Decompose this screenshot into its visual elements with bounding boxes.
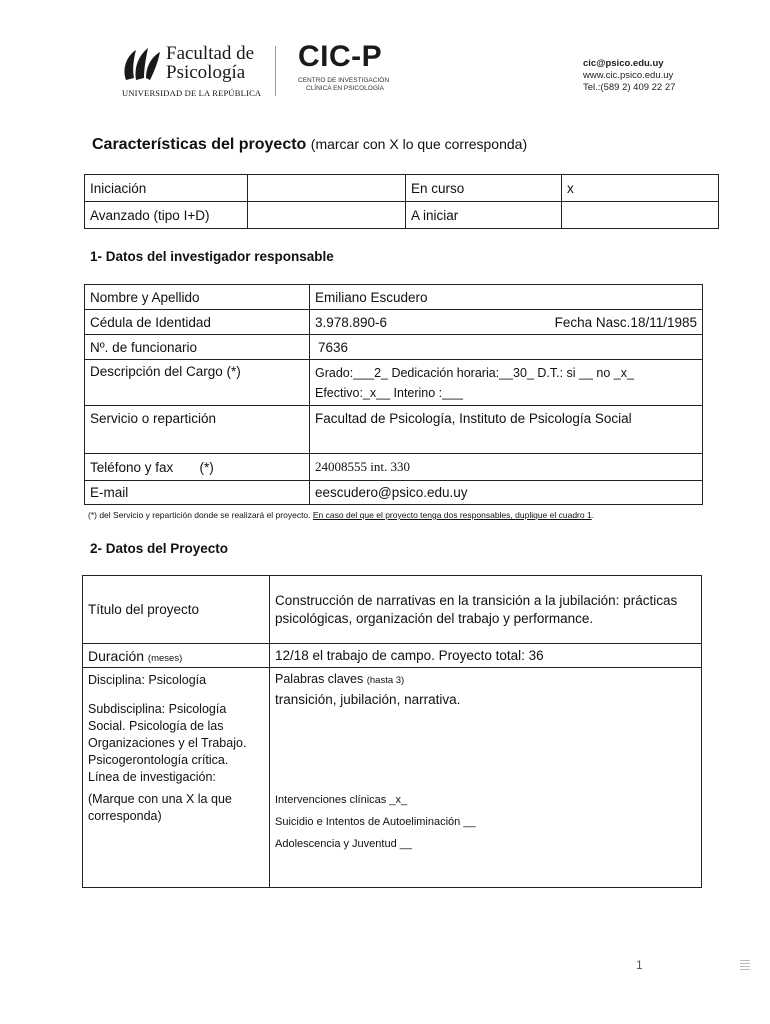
duracion-label-cell [83, 644, 270, 668]
duracion-value[interactable]: 12/18 el trabajo de campo. Proyecto total: 36 [270, 644, 702, 668]
contact-web[interactable]: www.cic.psico.edu.uy [583, 70, 674, 81]
linea-option[interactable]: Suicidio e Intentos de Autoeliminación __ [275, 816, 476, 828]
facultad-logo [120, 44, 270, 100]
titulo-value[interactable]: Construcción de narrativas en la transición a la jubilación: prácticas psicológicas, organización del trabajo y performance. [270, 576, 702, 644]
contact-phone: Tel.:(589 2) 409 22 27 [583, 82, 676, 93]
linea-label: Línea de investigación: [88, 770, 216, 784]
linea-option[interactable]: Adolescencia y Juventud __ [275, 838, 412, 850]
footnote-text: (*) del Servicio y repartición donde se realizará el proyecto. [88, 510, 313, 520]
telefono-value[interactable]: 24008555 int. 330 [310, 454, 703, 481]
cargo-line2[interactable]: Efectivo:_x__ Interino :___ [315, 386, 464, 400]
cicp-sub-line2: CLÍNICA EN PSICOLOGÍA [306, 85, 385, 92]
ci-cell [310, 310, 703, 335]
email-value[interactable]: eescudero@psico.edu.uy [310, 481, 703, 505]
funcionario-value[interactable]: 7636 [310, 335, 703, 360]
project-heading: 2- Datos del Proyecto [90, 541, 229, 556]
linea-option[interactable]: Intervenciones clínicas _x_ [275, 794, 408, 806]
char-label: Avanzado (tipo I+D) [85, 202, 248, 229]
university-name: UNIVERSIDAD DE LA REPÚBLICA [122, 88, 262, 98]
char-mark-cell[interactable] [248, 202, 406, 229]
duracion-label: Duración [88, 647, 145, 664]
footnote [88, 510, 594, 520]
palabras-hint: (hasta 3) [366, 675, 405, 686]
field-label: Descripción del Cargo (*) [85, 360, 310, 406]
characteristics-title: Características del proyecto [92, 136, 307, 153]
cicp-subtitle [298, 77, 389, 93]
char-label: A iniciar [406, 202, 562, 229]
char-mark-cell[interactable]: x [562, 175, 719, 202]
cicp-logo: CIC-P [298, 40, 383, 73]
characteristics-heading [92, 136, 527, 154]
page-menu-icon[interactable] [740, 960, 750, 972]
cargo-cell [310, 360, 703, 406]
contact-block [583, 58, 675, 94]
birth-date-value[interactable]: Fecha Nasc.18/11/1985 [554, 314, 697, 330]
field-label: Servicio o repartición [85, 406, 310, 454]
characteristics-subtitle: (marcar con X lo que corresponda) [310, 136, 528, 152]
disciplina-cell [83, 668, 270, 888]
investigator-table [84, 284, 703, 505]
field-label: Título del proyecto [83, 576, 270, 644]
field-label: Nº. de funcionario [85, 335, 310, 360]
facultad-name [166, 44, 254, 82]
characteristics-row [85, 202, 719, 229]
field-label: Nombre y Apellido [85, 285, 310, 310]
footnote-underlined: En caso del que el proyecto tenga dos responsables, duplique el cuadro 1 [312, 510, 592, 520]
disciplina[interactable]: Disciplina: Psicología [88, 673, 207, 687]
cicp-sub-line1: CENTRO DE INVESTIGACIÓN [298, 77, 390, 84]
ci-value[interactable]: 3.978.890-6 [315, 314, 388, 330]
field-label: E-mail [85, 481, 310, 505]
palabras-cell [270, 668, 702, 888]
contact-email[interactable]: cic@psico.edu.uy [583, 58, 664, 69]
page-number: 1 [636, 958, 643, 972]
facultad-line2: Psicología [166, 62, 246, 83]
duracion-unit: (meses) [147, 652, 183, 664]
subdisciplina[interactable]: Subdisciplina: Psicología Social. Psicología de las Organizaciones y el Trabajo. Psicogerontología crítica. [88, 702, 247, 767]
project-table [82, 575, 702, 888]
characteristics-table [84, 174, 719, 229]
char-label: Iniciación [85, 175, 248, 202]
facultad-line1: Facultad de [166, 43, 255, 64]
header-divider [275, 46, 276, 96]
marque-instruction: (Marque con una X la que corresponda) [88, 792, 232, 823]
investigator-heading: 1- Datos del investigador responsable [90, 249, 334, 264]
cargo-line1[interactable]: Grado:___2_ Dedicación horaria:__30_ D.T.: si __ no _x_ [315, 366, 634, 380]
footnote-suffix: . [591, 510, 595, 520]
char-mark-cell[interactable] [562, 202, 719, 229]
servicio-value[interactable]: Facultad de Psicología, Instituto de Psicología Social [310, 406, 703, 454]
characteristics-row [85, 175, 719, 202]
palabras-label-line [275, 672, 696, 686]
field-label: Teléfono y fax (*) [85, 454, 310, 481]
palabras-label: Palabras claves [275, 672, 364, 686]
linea-options [275, 789, 696, 855]
field-label: Cédula de Identidad [85, 310, 310, 335]
palabras-value[interactable]: transición, jubilación, narrativa. [275, 692, 461, 707]
char-mark-cell[interactable] [248, 175, 406, 202]
char-label: En curso [406, 175, 562, 202]
facultad-logo-mark-icon [120, 46, 162, 84]
name-value[interactable]: Emiliano Escudero [310, 285, 703, 310]
